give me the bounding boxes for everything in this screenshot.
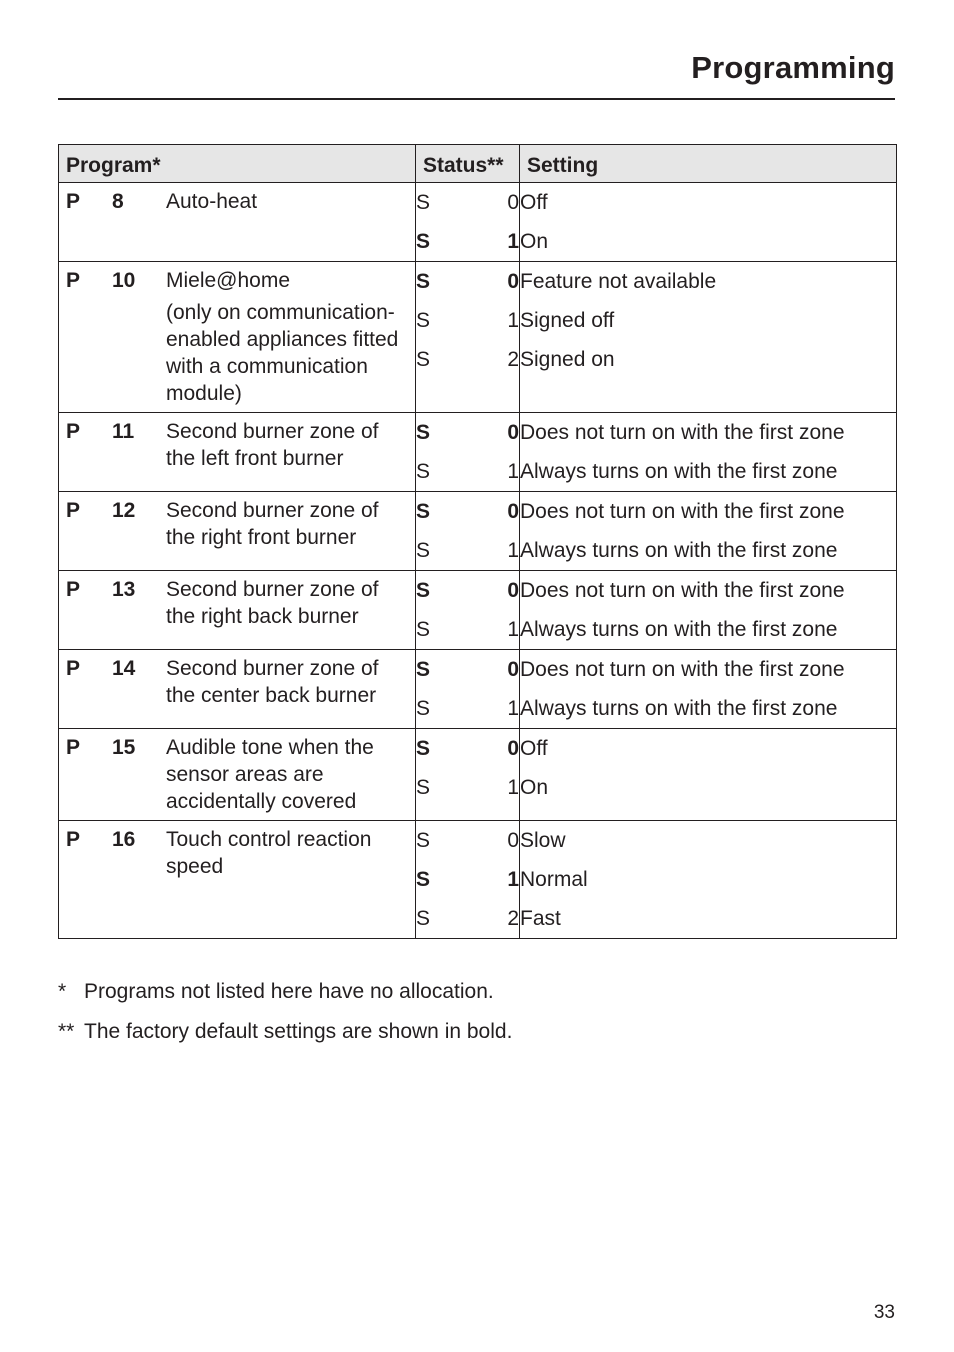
page-title: Programming xyxy=(691,50,895,85)
setting-cell xyxy=(520,183,897,262)
program-letter: P xyxy=(66,578,81,601)
status-value: 1 xyxy=(507,618,519,641)
status-option xyxy=(416,860,519,899)
setting-cell xyxy=(520,650,897,729)
status-value: 0 xyxy=(507,829,519,852)
setting-label: Always turns on with the first zone xyxy=(520,697,838,720)
status-option xyxy=(416,650,519,689)
program-cell xyxy=(59,183,416,262)
program-cell xyxy=(59,262,416,413)
status-value: 0 xyxy=(507,579,519,602)
footnote-mark: ** xyxy=(58,1020,75,1043)
status-cell xyxy=(416,650,520,729)
status-letter: S xyxy=(416,737,431,760)
status-letter: S xyxy=(416,270,431,293)
program-cell xyxy=(59,650,416,729)
status-cell xyxy=(416,413,520,492)
setting-label: Always turns on with the first zone xyxy=(520,539,838,562)
status-value: 1 xyxy=(507,868,519,891)
program-description xyxy=(166,267,405,407)
program-description xyxy=(166,188,405,215)
status-option xyxy=(416,531,519,570)
program-description xyxy=(166,734,405,815)
program-letter: P xyxy=(66,736,81,759)
program-number: 13 xyxy=(112,578,136,601)
status-option xyxy=(416,610,519,649)
program-description-main: Second burner zone of the right front burner xyxy=(166,499,379,549)
program-cell xyxy=(59,821,416,939)
table-row xyxy=(59,413,897,492)
setting-cell xyxy=(520,262,897,413)
table-row xyxy=(59,650,897,729)
status-letter: S xyxy=(416,348,431,371)
program-number: 12 xyxy=(112,499,136,522)
status-option xyxy=(416,183,519,222)
setting-label: Off xyxy=(520,737,548,760)
status-option xyxy=(416,222,519,261)
status-letter: S xyxy=(416,579,431,602)
program-description-note: (only on communication-enabled appliances fitted with a communication module) xyxy=(166,301,399,405)
program-letter: P xyxy=(66,269,81,292)
status-letter: S xyxy=(416,500,431,523)
status-cell xyxy=(416,183,520,262)
table-row xyxy=(59,729,897,821)
setting-label: Off xyxy=(520,191,548,214)
program-settings-table xyxy=(58,144,897,939)
setting-label: Signed on xyxy=(520,348,615,371)
status-value: 0 xyxy=(507,191,519,214)
program-number: 10 xyxy=(112,269,136,292)
program-cell xyxy=(59,729,416,821)
status-letter: S xyxy=(416,309,431,332)
setting-label: Fast xyxy=(520,907,561,930)
status-letter: S xyxy=(416,191,431,214)
program-description-main: Miele@home xyxy=(166,269,291,292)
status-cell xyxy=(416,571,520,650)
setting-cell xyxy=(520,413,897,492)
status-option xyxy=(416,413,519,452)
column-header-status: Status** xyxy=(416,145,520,183)
status-value: 2 xyxy=(507,348,519,371)
status-option xyxy=(416,492,519,531)
program-cell xyxy=(59,413,416,492)
status-letter: S xyxy=(416,421,431,444)
status-value: 1 xyxy=(507,309,519,332)
status-value: 0 xyxy=(507,737,519,760)
program-number: 11 xyxy=(112,420,135,443)
status-option xyxy=(416,729,519,768)
program-letter: P xyxy=(66,190,81,213)
setting-cell xyxy=(520,492,897,571)
setting-label: Signed off xyxy=(520,309,615,332)
program-letter: P xyxy=(66,499,81,522)
program-description-main: Touch control reaction speed xyxy=(166,828,372,878)
setting-cell xyxy=(520,729,897,821)
setting-label: Does not turn on with the first zone xyxy=(520,421,845,444)
table-row xyxy=(59,571,897,650)
footnote xyxy=(58,1018,512,1046)
program-description-main: Audible tone when the sensor areas are accidentally covered xyxy=(166,736,374,813)
status-option xyxy=(416,262,519,301)
status-letter: S xyxy=(416,829,431,852)
setting-label: Slow xyxy=(520,829,566,852)
setting-cell xyxy=(520,571,897,650)
status-letter: S xyxy=(416,776,431,799)
setting-label: Does not turn on with the first zone xyxy=(520,658,845,681)
status-option xyxy=(416,301,519,340)
status-option xyxy=(416,821,519,860)
status-cell xyxy=(416,729,520,821)
status-value: 1 xyxy=(507,776,519,799)
program-number: 16 xyxy=(112,828,136,851)
status-letter: S xyxy=(416,460,431,483)
table-body xyxy=(59,183,897,939)
status-value: 0 xyxy=(507,658,519,681)
footnote-text: The factory default settings are shown in bold. xyxy=(84,1020,513,1043)
footnotes xyxy=(58,978,512,1058)
status-option xyxy=(416,340,519,379)
status-cell xyxy=(416,821,520,939)
program-description-main: Auto-heat xyxy=(166,190,258,213)
program-letter: P xyxy=(66,657,81,680)
title-divider xyxy=(58,98,895,100)
program-description xyxy=(166,655,405,709)
column-header-program: Program* xyxy=(59,145,416,183)
setting-label: On xyxy=(520,776,549,799)
table-row xyxy=(59,492,897,571)
status-cell xyxy=(416,262,520,413)
status-letter: S xyxy=(416,868,431,891)
setting-label: Always turns on with the first zone xyxy=(520,618,838,641)
status-option xyxy=(416,452,519,491)
status-option xyxy=(416,689,519,728)
status-letter: S xyxy=(416,230,431,253)
program-description xyxy=(166,826,405,880)
program-number: 14 xyxy=(112,657,136,680)
column-header-setting: Setting xyxy=(520,145,897,183)
footnote-text: Programs not listed here have no allocation. xyxy=(84,980,494,1003)
table-row xyxy=(59,262,897,413)
program-description-main: Second burner zone of the left front burner xyxy=(166,420,379,470)
status-value: 1 xyxy=(507,697,519,720)
footnote-mark: * xyxy=(58,980,67,1003)
status-letter: S xyxy=(416,539,431,562)
status-value: 1 xyxy=(507,230,519,253)
program-description-main: Second burner zone of the right back burner xyxy=(166,578,379,628)
status-letter: S xyxy=(416,658,431,681)
status-option xyxy=(416,571,519,610)
program-letter: P xyxy=(66,420,81,443)
status-option xyxy=(416,899,519,938)
setting-label: Normal xyxy=(520,868,588,891)
program-description xyxy=(166,497,405,551)
program-description xyxy=(166,418,405,472)
status-letter: S xyxy=(416,697,431,720)
setting-cell xyxy=(520,821,897,939)
table-header-row xyxy=(59,145,897,183)
program-number: 8 xyxy=(112,190,124,213)
program-description-main: Second burner zone of the center back burner xyxy=(166,657,379,707)
status-value: 0 xyxy=(507,270,519,293)
setting-label: Feature not available xyxy=(520,270,717,293)
status-cell xyxy=(416,492,520,571)
setting-label: On xyxy=(520,230,549,253)
program-letter: P xyxy=(66,828,81,851)
status-letter: S xyxy=(416,618,431,641)
status-value: 0 xyxy=(507,500,519,523)
page-number: 33 xyxy=(873,1302,895,1323)
program-description xyxy=(166,576,405,630)
program-cell xyxy=(59,492,416,571)
status-option xyxy=(416,768,519,807)
setting-label: Does not turn on with the first zone xyxy=(520,500,845,523)
status-value: 0 xyxy=(507,421,519,444)
status-letter: S xyxy=(416,907,431,930)
program-cell xyxy=(59,571,416,650)
setting-label: Always turns on with the first zone xyxy=(520,460,838,483)
table-row xyxy=(59,821,897,939)
status-value: 2 xyxy=(507,907,519,930)
program-number: 15 xyxy=(112,736,136,759)
status-value: 1 xyxy=(507,539,519,562)
status-value: 1 xyxy=(507,460,519,483)
table-row xyxy=(59,183,897,262)
setting-label: Does not turn on with the first zone xyxy=(520,579,845,602)
footnote xyxy=(58,978,512,1006)
